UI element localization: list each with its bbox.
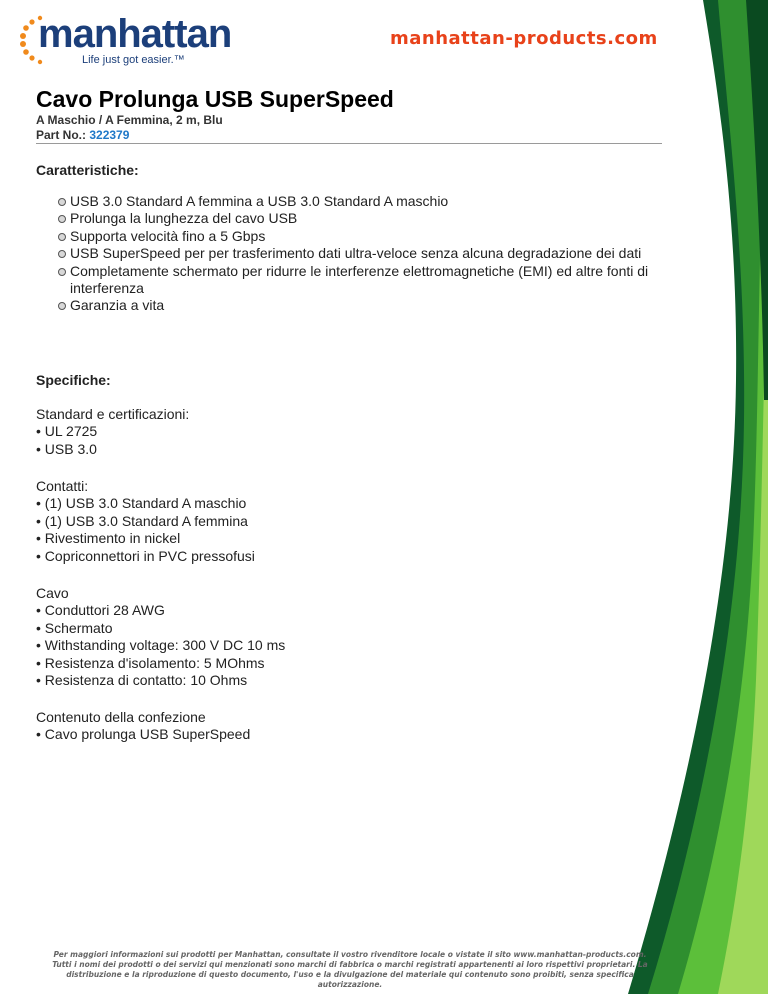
spec-standards <box>36 406 636 458</box>
specs-heading: Specifiche: <box>36 372 111 388</box>
part-number-line <box>36 128 129 142</box>
logo-wordmark: manhattan <box>38 12 232 56</box>
footer-line: Per maggiori informazioni sui prodotti per Manhattan, consultate il vostro rivenditore locale o vistate il sito www.manhattan-products.com. <box>53 950 647 959</box>
spec-item: • Resistenza d'isolamento: 5 MOhms <box>36 654 265 671</box>
spec-item: • Resistenza di contatto: 10 Ohms <box>36 672 248 689</box>
footer-line: distribuzione e la riproduzione di questo documento, l'uso e la divulgazione del materiale qui contenuto sono proibiti, senza specifica <box>66 970 634 979</box>
spec-group-title: Contatti: <box>36 478 89 494</box>
feature-item: USB SuperSpeed per per trasferimento dati ultra-veloce senza alcuna degradazione dei dati <box>70 245 662 262</box>
legal-footer <box>30 950 670 990</box>
product-subtitle: A Maschio / A Femmina, 2 m, Blu <box>36 113 223 127</box>
spec-item: • (1) USB 3.0 Standard A femmina <box>36 512 248 529</box>
feature-item: Garanzia a vita <box>70 297 662 314</box>
website-header[interactable]: manhattan-products.com <box>390 28 658 49</box>
features-list <box>36 193 662 315</box>
spec-item: • Conduttori 28 AWG <box>36 602 165 619</box>
spec-item: • USB 3.0 <box>36 440 97 457</box>
part-number-value[interactable]: 322379 <box>89 128 130 142</box>
footer-line: autorizzazione. <box>317 980 383 989</box>
spec-group-title: Contenuto della confezione <box>36 709 206 725</box>
spec-contacts <box>36 478 636 565</box>
features-heading: Caratteristiche: <box>36 162 139 178</box>
spec-package <box>36 709 636 744</box>
title-divider <box>36 143 662 144</box>
logo-tagline: Life just got easier.™ <box>82 54 185 66</box>
footer-line: Tutti i nomi dei prodotti o dei servizi qui menzionati sono marchi di fabbrica o marchi registrati appartenenti ai loro rispettivi proprietari. La <box>52 960 648 969</box>
spec-group-title: Cavo <box>36 585 69 601</box>
feature-item: Completamente schermato per ridurre le interferenze elettromagnetiche (EMI) ed altre fonti di interferenza <box>70 263 662 298</box>
spec-item: • (1) USB 3.0 Standard A maschio <box>36 495 247 512</box>
spec-item: • Rivestimento in nickel <box>36 530 181 547</box>
manhattan-logo <box>18 10 233 70</box>
feature-item: USB 3.0 Standard A femmina a USB 3.0 Standard A maschio <box>70 193 662 210</box>
feature-item: Prolunga la lunghezza del cavo USB <box>70 210 662 227</box>
spec-item: • UL 2725 <box>36 423 98 440</box>
spec-item: • Copriconnettori in PVC pressofusi <box>36 547 255 564</box>
spec-group-title: Standard e certificazioni: <box>36 406 190 422</box>
spec-item: • Schermato <box>36 619 113 636</box>
spec-item: • Withstanding voltage: 300 V DC 10 ms <box>36 637 286 654</box>
product-title: Cavo Prolunga USB SuperSpeed <box>36 86 394 112</box>
spec-item: • Cavo prolunga USB SuperSpeed <box>36 726 251 743</box>
feature-item: Supporta velocità fino a 5 Gbps <box>70 228 662 245</box>
part-number-label: Part No.: <box>36 128 87 142</box>
spec-cable <box>36 585 636 689</box>
